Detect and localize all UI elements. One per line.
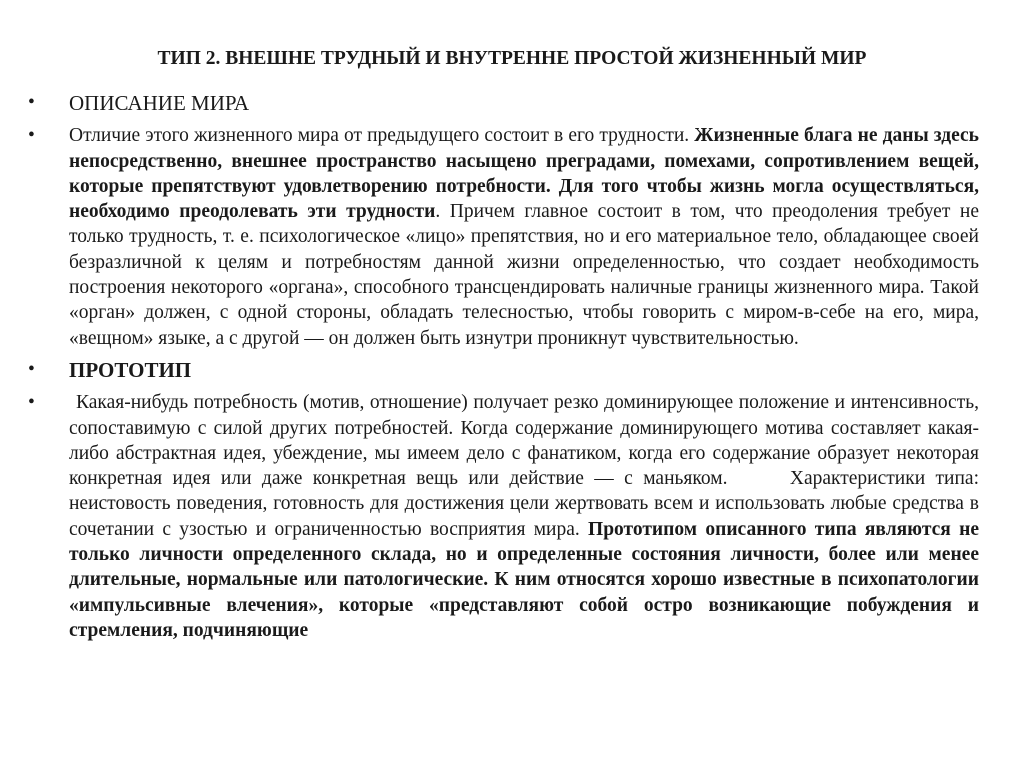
paragraph-text: Какая-нибудь потребность (мотив, отношение) получает резко доминирующее положение и интенсивность, сопоставимую с силой других потребностей. Когда содержание доминирующего мотива составляет какая-либо абстрактная идея, убеждение, мы имеем дело с фанатиком, когда его содержание образует некоторая конкретная идея или даже конкретная вещь или действие — с маньяком. Характеристики типа: неистовость поведения, готовность для достижения цели жертвовать всем и использовать любые средства в сочетании с узостью и ограниченностью восприятия мира. — [69, 392, 984, 540]
paragraph-bold-text: Прототипом описанного типа являются не только личности определенного склада, но и определенные состояния личности, более или менее длительные, нормальные или патологические. К ним относятся хорошо известные в психопатологии «импульсивные влечения», которые «представляют собой остро возникающие побуждения и стремления, подчиняющие — [69, 518, 980, 641]
bullet-item-prototype-text — [0, 390, 1024, 643]
paragraph-bold-text: Жизненные блага не даны здесь непосредственно, внешнее пространство насыщено преградами, помехами, сопротивлением вещей, которые препятствуют удовлетворению потребности. Для того чтобы жизнь могла осуществляться, необходимо преодолевать эти трудности — [69, 125, 979, 223]
paragraph-text: Отличие этого жизненного мира от предыдущего состоит в его трудности. — [69, 125, 695, 147]
bullet-icon: • — [28, 358, 35, 380]
section-heading-prototype: ПРОТОТИП — [69, 357, 192, 382]
paragraph-text: . Причем главное состоит в том, что преодоления требует не только трудность, т. е. психологическое «лицо» препятствия, но и его материальное тело, обладающее своей безразличной к целям и потребностям данной жизни определенностью, что создает необходимость построения некоторого «органа», способного трансцендировать наличные границы жизненного мира. Такой «орган» должен, с одной стороны, обладать телесностью, чтобы говорить с миром-в-себе на его, мира, «вещном» языке, а с другой — он должен быть изнутри проникнут чувствительностью. — [69, 201, 979, 349]
bullet-icon: • — [28, 392, 35, 414]
slide-title: ТИП 2. ВНЕШНЕ ТРУДНЫЙ И ВНУТРЕННЕ ПРОСТОЙ ЖИЗНЕННЫЙ МИР — [157, 48, 867, 69]
slide-content — [0, 90, 1024, 647]
section-heading-description: ОПИСАНИЕ МИРА — [69, 91, 250, 115]
bullet-icon: • — [28, 125, 35, 147]
bullet-item-heading-prototype — [0, 357, 1024, 384]
bullet-icon: • — [28, 92, 35, 113]
bullet-item-heading-description — [0, 90, 1024, 117]
bullet-item-description-text — [0, 123, 1024, 351]
